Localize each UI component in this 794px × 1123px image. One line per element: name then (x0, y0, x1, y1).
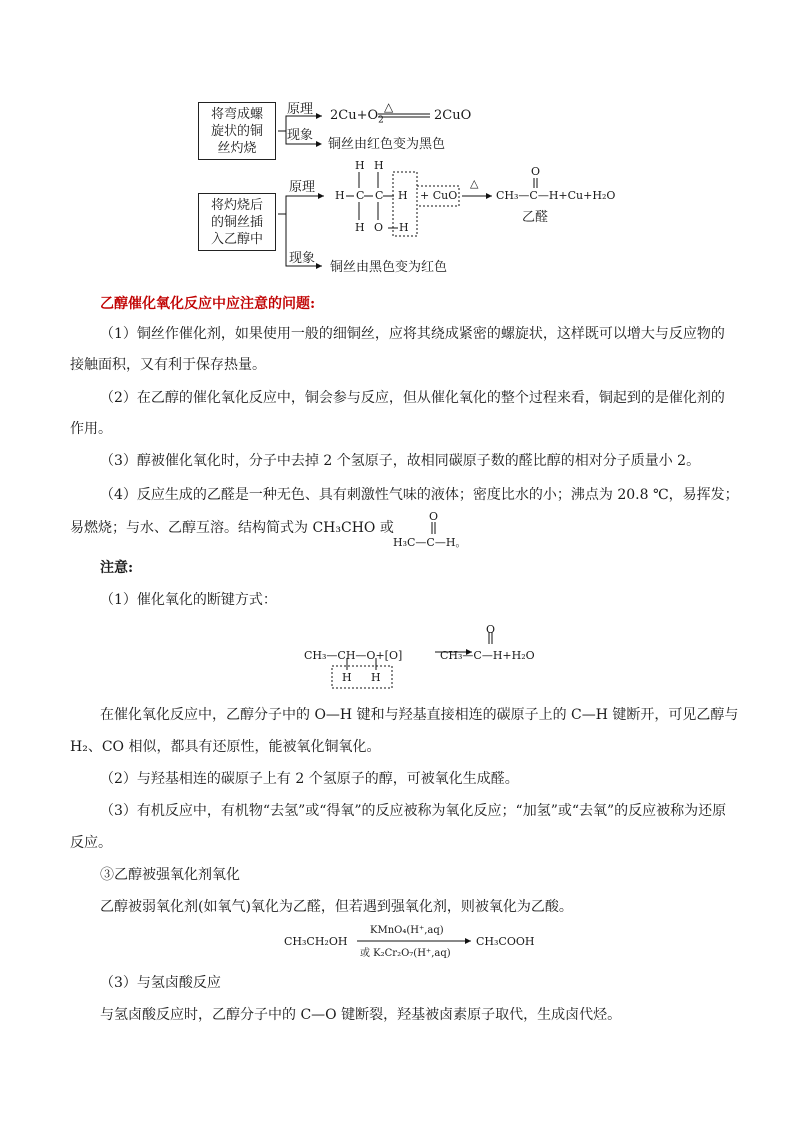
note-3: （3）有机反应中，有机物“去氢”或“得氧”的反应被称为氧化反应；“加氢”或“去氧”的反应被称为还原 (100, 803, 727, 819)
ethanol-h-right: H (398, 189, 408, 202)
cuo-text: + CuO (420, 189, 458, 202)
section-title: 乙醇催化氧化反应中应注意的问题: (100, 296, 316, 312)
product-o: O (531, 165, 541, 178)
paragraph-3: （3）醇被催化氧化时，分子中去掉 2 个氢原子，故相同碳原子数的醛比醇的相对分子质量小 2。 (100, 453, 701, 469)
eq1-sub: 2 (378, 115, 384, 126)
ethanol-h-top2: H (374, 159, 384, 172)
section-3-text: 乙醇被弱氧化剂(如氧气)氧化为乙醛，但若遇到强氧化剂，则被氧化为乙酸。 (100, 899, 573, 915)
phenomenon-1: 铜丝由红色变为黑色 (328, 137, 446, 152)
paragraph-4: （4）反应生成的乙醛是一种无色、具有刺激性气味的液体；密度比水的小；沸点为 20.8 ℃，易挥发； (100, 487, 739, 503)
phenomenon-2: 铜丝由黑色变为红色 (330, 260, 448, 275)
note-title: 注意: (100, 560, 134, 576)
phenomenon-label-1: 现象 (287, 128, 314, 143)
step1-text: 将弯成螺旋状的铜丝灼烧 (210, 106, 263, 156)
ethanol-c1: C (356, 189, 365, 202)
paragraph-2: （2）在乙醇的催化氧化反应中，铜会参与反应，但从催化氧化的整个过程来看，铜起到的是催化剂的 (100, 390, 725, 406)
section-4-text: 与氢卤酸反应时，乙醇分子中的 C—O 键断裂，羟基被卤素原子取代，生成卤代烃。 (100, 1007, 622, 1023)
principle-label-2: 原理 (289, 180, 316, 195)
eq4-bottom: 或 K₂Cr₂O₇(H⁺,aq) (360, 948, 451, 959)
eq3-h2: H (371, 671, 381, 684)
ethanol-h-oh: H (399, 221, 409, 234)
eq3-right: CH₃—C—H+H₂O (440, 649, 535, 662)
note-2: （2）与羟基相连的碳原子上有 2 个氢原子的醇，可被氧化生成醛。 (100, 771, 519, 787)
principle-label-1: 原理 (287, 102, 314, 117)
section-3-title: ③乙醇被强氧化剂氧化 (100, 867, 240, 883)
paragraph-1: （1）铜丝作催化剂，如果使用一般的细铜丝，应将其绕成紧密的螺旋状，这样既可以增大与反应物的 (100, 326, 725, 342)
acetaldehyde-label: 乙醛 (522, 210, 549, 225)
eq3-o: O (486, 623, 496, 636)
ethanol-o: O (374, 221, 384, 234)
ethanol-c2: C (375, 189, 384, 202)
paragraph-1b: 接触面积，又有利于保存热量。 (70, 357, 266, 373)
paragraph-4b: 易燃烧；与水、乙醇互溶。结构简式为 CH₃CHO 或 (70, 520, 394, 536)
eq4-top: KMnO₄(H⁺,aq) (370, 925, 444, 936)
note-1-text: 在催化氧化反应中，乙醇分子中的 O—H 键和与羟基直接相连的碳原子上的 C—H 键断开，可见乙醇与 (100, 707, 739, 723)
equation-2-condition: △ (470, 177, 479, 190)
section-4-title: （3）与氢卤酸反应 (100, 975, 221, 991)
eq4-right: CH₃COOH (476, 935, 535, 948)
note-3b: 反应。 (70, 835, 112, 851)
equation-1-right: 2CuO (434, 108, 472, 123)
eq3-left: CH₃—CH—O+[O] (304, 649, 403, 662)
phenomenon-label-2: 现象 (289, 251, 316, 266)
equation-1-left (330, 106, 384, 131)
acetaldehyde-formula: H₃C—C—H。 (393, 536, 467, 549)
step2-text: 将灼烧后的铜丝插入乙醇中 (210, 197, 263, 247)
note-1: （1）催化氧化的断键方式： (100, 592, 277, 608)
eq1-left-text: 2Cu+O (330, 108, 379, 123)
ethanol-h-left: H (335, 189, 345, 202)
step2-box (198, 193, 276, 251)
paragraph-2b: 作用。 (70, 421, 112, 437)
equation-1-condition: △ (384, 100, 394, 114)
acetaldehyde-formula-o: O (429, 510, 439, 523)
product-text: CH₃—C—H+Cu+H₂O (496, 189, 616, 202)
step1-box (198, 102, 276, 160)
ethanol-h-bot1: H (355, 221, 365, 234)
eq4-left: CH₃CH₂OH (284, 935, 348, 948)
ethanol-h-top1: H (355, 159, 365, 172)
note-1-text-b: H₂、CO 相似，都具有还原性，能被氧化铜氧化。 (70, 739, 381, 755)
eq3-h1: H (342, 671, 352, 684)
